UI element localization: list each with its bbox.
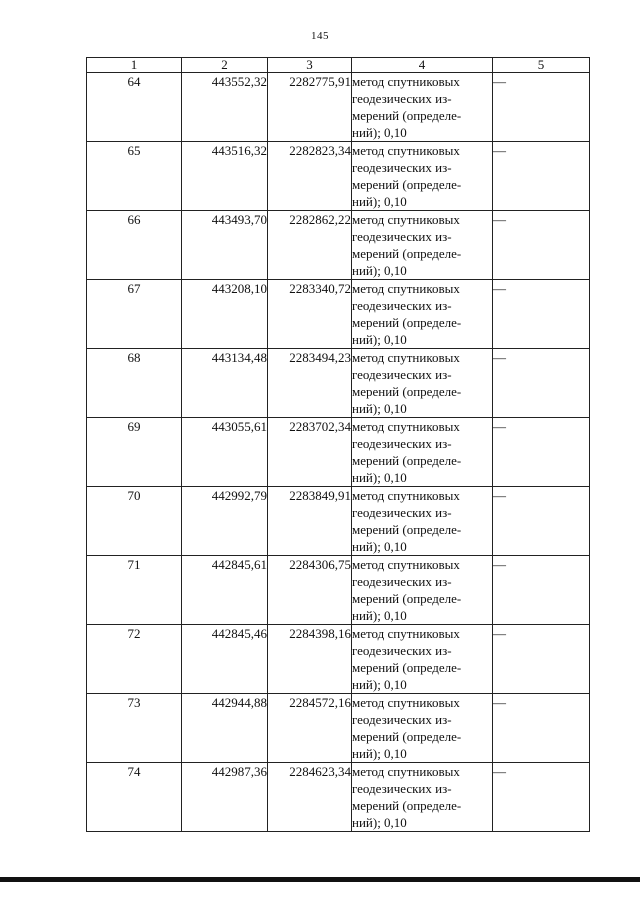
column-header-2: 2 xyxy=(182,58,268,73)
method-text-line: геодезических из- xyxy=(352,160,452,175)
point-number-cell: 66 xyxy=(87,211,182,280)
method-text-line: геодезических из- xyxy=(352,712,452,727)
method-text-line: мерений (определе- xyxy=(352,246,462,261)
method-text-line: метод спутниковых xyxy=(352,281,460,296)
note-cell xyxy=(493,211,590,280)
point-number-cell: 65 xyxy=(87,142,182,211)
point-number-cell: 72 xyxy=(87,625,182,694)
x-coordinate-cell: 443552,32 xyxy=(182,73,268,142)
point-number-cell: 64 xyxy=(87,73,182,142)
x-coordinate-cell: 442845,46 xyxy=(182,625,268,694)
method-text-line: геодезических из- xyxy=(352,436,452,451)
bottom-border-line xyxy=(0,877,640,882)
x-coordinate-cell: 443208,10 xyxy=(182,280,268,349)
method-text-line: геодезических из- xyxy=(352,643,452,658)
note-dash: — xyxy=(493,557,506,572)
method-text-line: геодезических из- xyxy=(352,574,452,589)
method-cell xyxy=(352,211,493,280)
point-number-cell: 67 xyxy=(87,280,182,349)
table-row xyxy=(87,142,590,211)
y-coordinate-cell: 2283849,91 xyxy=(268,487,352,556)
point-number-cell: 71 xyxy=(87,556,182,625)
method-text-line: геодезических из- xyxy=(352,781,452,796)
table-row xyxy=(87,349,590,418)
method-text-line: ний); 0,10 xyxy=(352,746,407,761)
x-coordinate-cell: 442992,79 xyxy=(182,487,268,556)
method-text-line: геодезических из- xyxy=(352,298,452,313)
column-header-5: 5 xyxy=(493,58,590,73)
note-dash: — xyxy=(493,350,506,365)
y-coordinate-cell: 2284306,75 xyxy=(268,556,352,625)
point-number-cell: 70 xyxy=(87,487,182,556)
method-cell xyxy=(352,763,493,832)
note-cell xyxy=(493,625,590,694)
method-text-line: метод спутниковых xyxy=(352,74,460,89)
note-dash: — xyxy=(493,419,506,434)
method-text-line: мерений (определе- xyxy=(352,798,462,813)
table-row xyxy=(87,487,590,556)
table-row xyxy=(87,280,590,349)
y-coordinate-cell: 2283702,34 xyxy=(268,418,352,487)
method-cell xyxy=(352,349,493,418)
note-cell xyxy=(493,694,590,763)
method-text-line: метод спутниковых xyxy=(352,419,460,434)
table-row xyxy=(87,625,590,694)
method-text-line: мерений (определе- xyxy=(352,177,462,192)
note-dash: — xyxy=(493,74,506,89)
column-header-4: 4 xyxy=(352,58,493,73)
x-coordinate-cell: 442944,88 xyxy=(182,694,268,763)
method-text-line: геодезических из- xyxy=(352,367,452,382)
x-coordinate-cell: 442845,61 xyxy=(182,556,268,625)
table-row xyxy=(87,694,590,763)
y-coordinate-cell: 2283494,23 xyxy=(268,349,352,418)
method-cell xyxy=(352,142,493,211)
note-dash: — xyxy=(493,764,506,779)
note-cell xyxy=(493,556,590,625)
method-text-line: мерений (определе- xyxy=(352,729,462,744)
x-coordinate-cell: 443134,48 xyxy=(182,349,268,418)
method-text-line: мерений (определе- xyxy=(352,315,462,330)
method-text-line: метод спутниковых xyxy=(352,764,460,779)
note-cell xyxy=(493,349,590,418)
method-text-line: ний); 0,10 xyxy=(352,263,407,278)
x-coordinate-cell: 443055,61 xyxy=(182,418,268,487)
method-text-line: метод спутниковых xyxy=(352,143,460,158)
method-cell xyxy=(352,73,493,142)
note-cell xyxy=(493,487,590,556)
method-text-line: метод спутниковых xyxy=(352,557,460,572)
note-dash: — xyxy=(493,626,506,641)
method-cell xyxy=(352,418,493,487)
table-header-row xyxy=(87,58,590,73)
method-cell xyxy=(352,625,493,694)
y-coordinate-cell: 2284572,16 xyxy=(268,694,352,763)
column-header-3: 3 xyxy=(268,58,352,73)
page-number: 145 xyxy=(311,30,329,42)
point-number-cell: 69 xyxy=(87,418,182,487)
method-text-line: мерений (определе- xyxy=(352,522,462,537)
method-text-line: мерений (определе- xyxy=(352,660,462,675)
point-number-cell: 68 xyxy=(87,349,182,418)
note-dash: — xyxy=(493,695,506,710)
x-coordinate-cell: 442987,36 xyxy=(182,763,268,832)
y-coordinate-cell: 2284398,16 xyxy=(268,625,352,694)
method-text-line: ний); 0,10 xyxy=(352,539,407,554)
method-text-line: ний); 0,10 xyxy=(352,401,407,416)
method-text-line: ний); 0,10 xyxy=(352,125,407,140)
table-row xyxy=(87,556,590,625)
method-text-line: мерений (определе- xyxy=(352,453,462,468)
x-coordinate-cell: 443493,70 xyxy=(182,211,268,280)
method-cell xyxy=(352,694,493,763)
method-text-line: метод спутниковых xyxy=(352,626,460,641)
method-text-line: метод спутниковых xyxy=(352,488,460,503)
note-dash: — xyxy=(493,488,506,503)
coordinates-table xyxy=(86,57,590,832)
method-text-line: ний); 0,10 xyxy=(352,608,407,623)
note-cell xyxy=(493,73,590,142)
table-row xyxy=(87,211,590,280)
table-row xyxy=(87,73,590,142)
method-text-line: геодезических из- xyxy=(352,229,452,244)
note-cell xyxy=(493,763,590,832)
table-body xyxy=(87,73,590,832)
method-cell xyxy=(352,556,493,625)
y-coordinate-cell: 2284623,34 xyxy=(268,763,352,832)
note-dash: — xyxy=(493,143,506,158)
method-text-line: мерений (определе- xyxy=(352,384,462,399)
note-cell xyxy=(493,280,590,349)
note-dash: — xyxy=(493,281,506,296)
method-cell xyxy=(352,487,493,556)
point-number-cell: 74 xyxy=(87,763,182,832)
note-cell xyxy=(493,142,590,211)
y-coordinate-cell: 2282775,91 xyxy=(268,73,352,142)
method-text-line: метод спутниковых xyxy=(352,212,460,227)
method-text-line: мерений (определе- xyxy=(352,108,462,123)
method-cell xyxy=(352,280,493,349)
method-text-line: ний); 0,10 xyxy=(352,332,407,347)
method-text-line: мерений (определе- xyxy=(352,591,462,606)
method-text-line: ний); 0,10 xyxy=(352,815,407,830)
column-header-1: 1 xyxy=(87,58,182,73)
method-text-line: геодезических из- xyxy=(352,505,452,520)
table-row xyxy=(87,763,590,832)
y-coordinate-cell: 2282823,34 xyxy=(268,142,352,211)
method-text-line: метод спутниковых xyxy=(352,695,460,710)
table-row xyxy=(87,418,590,487)
method-text-line: ний); 0,10 xyxy=(352,194,407,209)
method-text-line: геодезических из- xyxy=(352,91,452,106)
x-coordinate-cell: 443516,32 xyxy=(182,142,268,211)
method-text-line: метод спутниковых xyxy=(352,350,460,365)
method-text-line: ний); 0,10 xyxy=(352,677,407,692)
y-coordinate-cell: 2282862,22 xyxy=(268,211,352,280)
note-cell xyxy=(493,418,590,487)
point-number-cell: 73 xyxy=(87,694,182,763)
method-text-line: ний); 0,10 xyxy=(352,470,407,485)
y-coordinate-cell: 2283340,72 xyxy=(268,280,352,349)
note-dash: — xyxy=(493,212,506,227)
